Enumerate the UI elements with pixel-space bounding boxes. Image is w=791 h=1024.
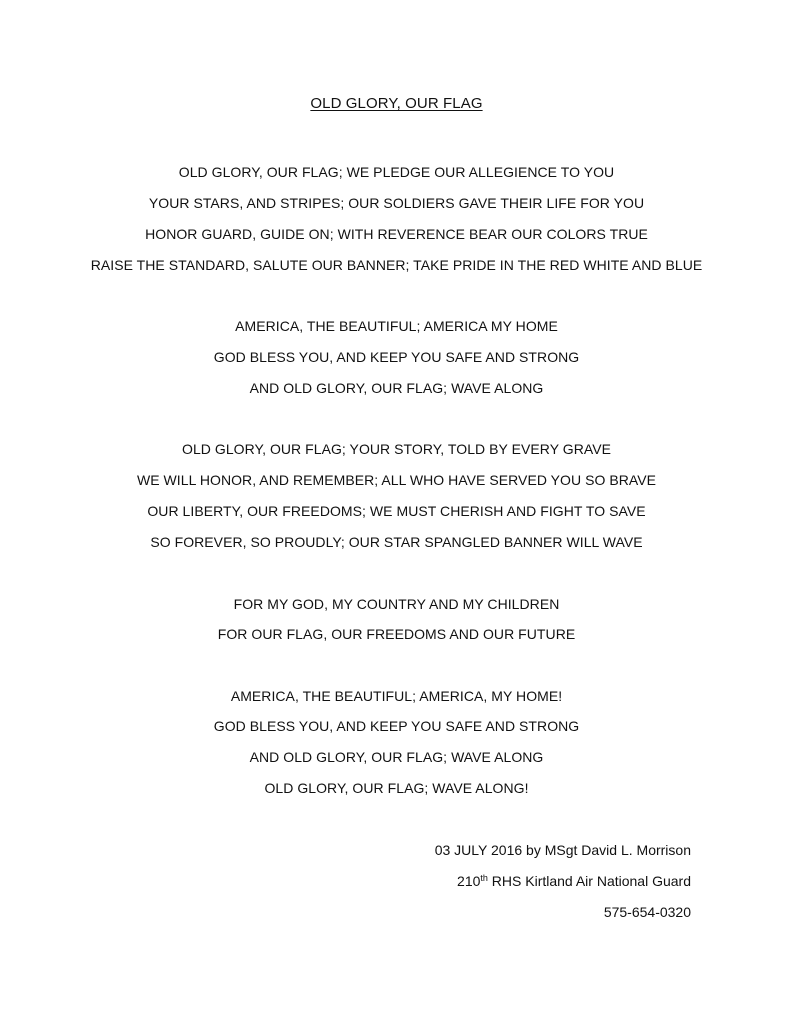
unit-name: RHS Kirtland Air National Guard (487, 873, 691, 889)
poem-line: OLD GLORY, OUR FLAG; WE PLEDGE OUR ALLEGIENCE TO YOU (178, 164, 615, 180)
poem-line: AMERICA, THE BEAUTIFUL; AMERICA MY HOME (235, 318, 558, 334)
poem-line: GOD BLESS YOU, AND KEEP YOU SAFE AND STRONG (213, 718, 580, 734)
unit-suffix: th (480, 873, 488, 883)
poem-line: GOD BLESS YOU, AND KEEP YOU SAFE AND STRONG (213, 349, 580, 365)
poem-line: HONOR GUARD, GUIDE ON; WITH REVERENCE BEAR OUR COLORS TRUE (145, 226, 648, 242)
page-title: OLD GLORY, OUR FLAG (310, 95, 483, 112)
poem-line: YOUR STARS, AND STRIPES; OUR SOLDIERS GAVE THEIR LIFE FOR YOU (148, 195, 645, 211)
poem-line: FOR MY GOD, MY COUNTRY AND MY CHILDREN (233, 596, 560, 612)
author-credit: 03 JULY 2016 by MSgt David L. Morrison (434, 842, 691, 858)
unit-credit (457, 872, 691, 890)
poem-line: FOR OUR FLAG, OUR FREEDOMS AND OUR FUTURE (217, 626, 576, 642)
poem-line: SO FOREVER, SO PROUDLY; OUR STAR SPANGLED BANNER WILL WAVE (150, 534, 643, 550)
poem-line: OLD GLORY, OUR FLAG; YOUR STORY, TOLD BY EVERY GRAVE (182, 441, 611, 457)
poem-line: OLD GLORY, OUR FLAG; WAVE ALONG! (264, 780, 529, 796)
poem-line: AND OLD GLORY, OUR FLAG; WAVE ALONG (249, 380, 544, 396)
poem-line: OUR LIBERTY, OUR FREEDOMS; WE MUST CHERISH AND FIGHT TO SAVE (147, 503, 646, 519)
poem-line: AMERICA, THE BEAUTIFUL; AMERICA, MY HOME! (230, 688, 563, 704)
phone-number: 575-654-0320 (603, 904, 691, 920)
poem-line: RAISE THE STANDARD, SALUTE OUR BANNER; TAKE PRIDE IN THE RED WHITE AND BLUE (90, 257, 703, 273)
poem-line: WE WILL HONOR, AND REMEMBER; ALL WHO HAVE SERVED YOU SO BRAVE (136, 472, 657, 488)
poem-line: AND OLD GLORY, OUR FLAG; WAVE ALONG (249, 749, 544, 765)
unit-number: 210 (457, 873, 481, 889)
